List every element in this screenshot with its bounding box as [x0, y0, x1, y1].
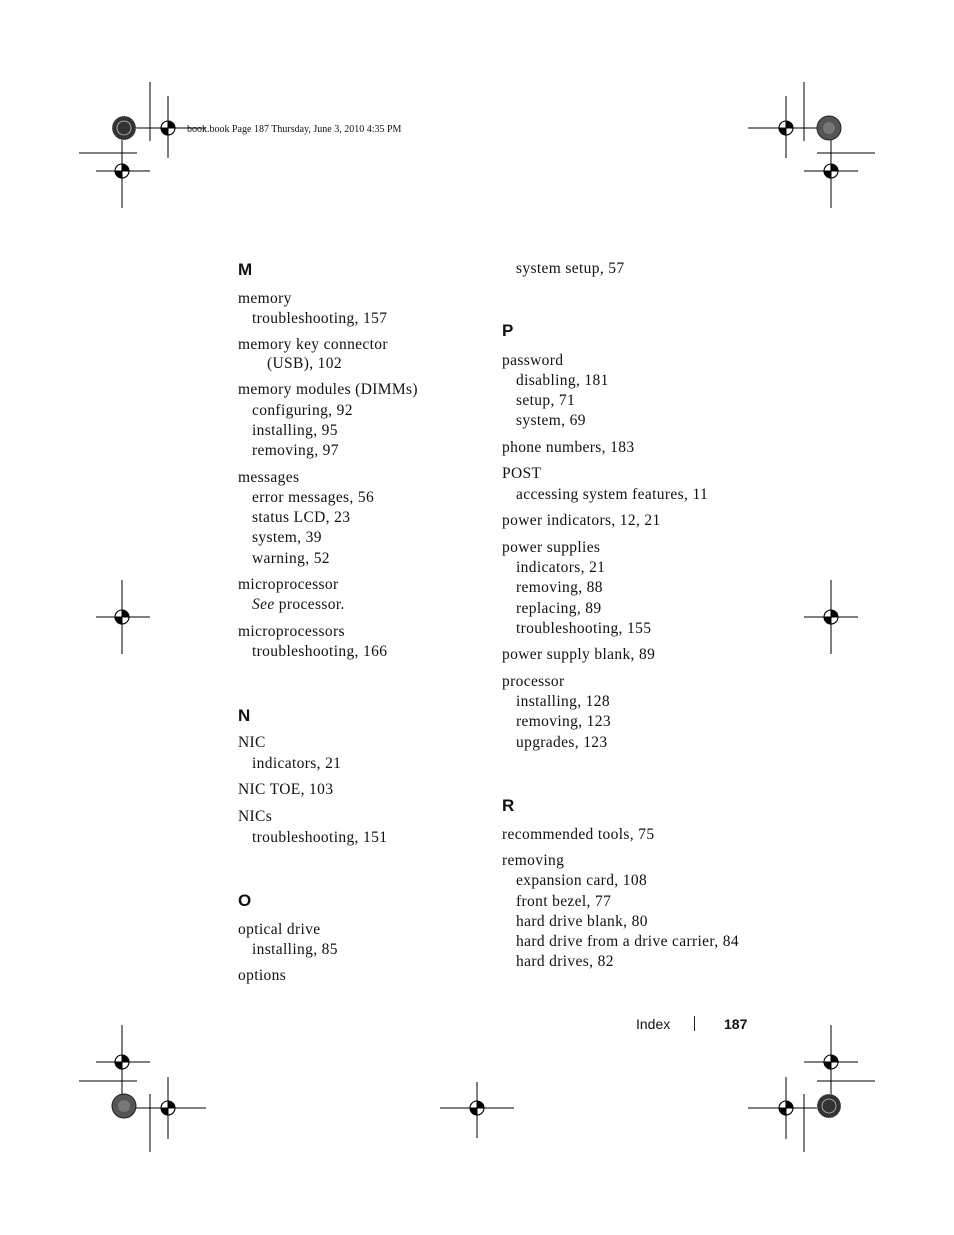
index-subentry: installing, 95 [252, 422, 338, 439]
registration-mark-icon [824, 1055, 838, 1069]
footer-separator [694, 1016, 695, 1031]
registration-mark-icon [161, 121, 175, 135]
index-entry: optical drive [238, 921, 321, 938]
index-subentry: indicators, 21 [252, 755, 342, 772]
registration-mark-icon [115, 164, 129, 178]
index-entry: NIC [238, 734, 266, 751]
index-section-letter: N [238, 706, 251, 725]
index-entry: memory key connector [238, 336, 388, 353]
index-section-letter: O [238, 891, 252, 910]
index-subentry: troubleshooting, 166 [252, 643, 388, 660]
index-subentry: system setup, 57 [516, 260, 625, 277]
crop-mark-bottom-left [79, 1025, 206, 1152]
index-subentry: hard drive blank, 80 [516, 913, 648, 930]
starburst-icon [112, 116, 136, 140]
index-section-letter: R [502, 796, 515, 815]
starburst-icon [817, 116, 841, 140]
index-entry: microprocessor [238, 576, 339, 593]
index-subentry: installing, 85 [252, 941, 338, 958]
registration-mark-icon [161, 1101, 175, 1115]
index-subentry: installing, 128 [516, 693, 610, 710]
registration-mark-icon [779, 121, 793, 135]
index-subentry: accessing system features, 11 [516, 486, 709, 503]
index-subentry: configuring, 92 [252, 402, 353, 419]
index-subentry: system, 69 [516, 412, 586, 429]
index-entry: recommended tools, 75 [502, 826, 655, 843]
index-subentry: warning, 52 [252, 550, 330, 567]
index-subentry: status LCD, 23 [252, 509, 351, 526]
index-subentry: hard drive from a drive carrier, 84 [516, 933, 739, 950]
index-entry: NICs [238, 808, 273, 825]
index-entry: removing [502, 852, 565, 869]
index-subentry: removing, 123 [516, 713, 611, 730]
index-subentry: setup, 71 [516, 392, 576, 409]
index-subentry: troubleshooting, 151 [252, 829, 388, 846]
page-number: 187 [724, 1016, 748, 1032]
index-entry: power supplies [502, 539, 601, 556]
footer-section-label: Index [636, 1016, 671, 1032]
index-entry: power indicators, 12, 21 [502, 512, 661, 529]
index-subentry: troubleshooting, 157 [252, 310, 388, 327]
index-entry: memory modules (DIMMs) [238, 381, 418, 398]
index-subentry: upgrades, 123 [516, 734, 608, 751]
index-entry: messages [238, 469, 300, 486]
index-entry: POST [502, 465, 542, 482]
index-subentry: troubleshooting, 155 [516, 620, 652, 637]
index-entry: phone numbers, 183 [502, 439, 635, 456]
registration-mark-icon [824, 610, 838, 624]
crop-mark-top-right [748, 82, 875, 208]
registration-mark-icon [470, 1101, 484, 1115]
registration-mark-icon [115, 610, 129, 624]
registration-mark-icon [824, 164, 838, 178]
index-entry: power supply blank, 89 [502, 646, 656, 663]
index-subentry: disabling, 181 [516, 372, 609, 389]
crop-mark-top-left [79, 82, 206, 208]
index-subentry [252, 596, 345, 614]
index-subentry: removing, 97 [252, 442, 339, 459]
registration-mark-icon [779, 1101, 793, 1115]
index-subentry: hard drives, 82 [516, 953, 614, 970]
cross-reference-label: See [252, 596, 275, 613]
index-entry: NIC TOE, 103 [238, 781, 334, 798]
index-entry: processor [502, 673, 565, 690]
index-subentry: system, 39 [252, 529, 322, 546]
index-subentry: front bezel, 77 [516, 893, 612, 910]
index-subentry: removing, 88 [516, 579, 603, 596]
starburst-icon [817, 1094, 841, 1118]
starburst-icon [112, 1094, 136, 1118]
index-subentry: replacing, 89 [516, 600, 602, 617]
index-entry: memory [238, 290, 292, 307]
index-section-letter: P [502, 321, 514, 340]
index-entry: options [238, 967, 287, 984]
index-entry: microprocessors [238, 623, 345, 640]
cross-reference-target: processor. [278, 596, 345, 613]
index-section-letter: M [238, 260, 253, 279]
index-subentry: indicators, 21 [516, 559, 606, 576]
index-subentry: expansion card, 108 [516, 872, 648, 889]
index-entry-continuation: (USB), 102 [267, 355, 342, 372]
registration-mark-icon [115, 1055, 129, 1069]
crop-mark-bottom-right [748, 1025, 875, 1152]
index-entry: password [502, 352, 564, 369]
index-subentry: error messages, 56 [252, 489, 375, 506]
print-slug: book.book Page 187 Thursday, June 3, 2010 4:35 PM [187, 124, 402, 135]
